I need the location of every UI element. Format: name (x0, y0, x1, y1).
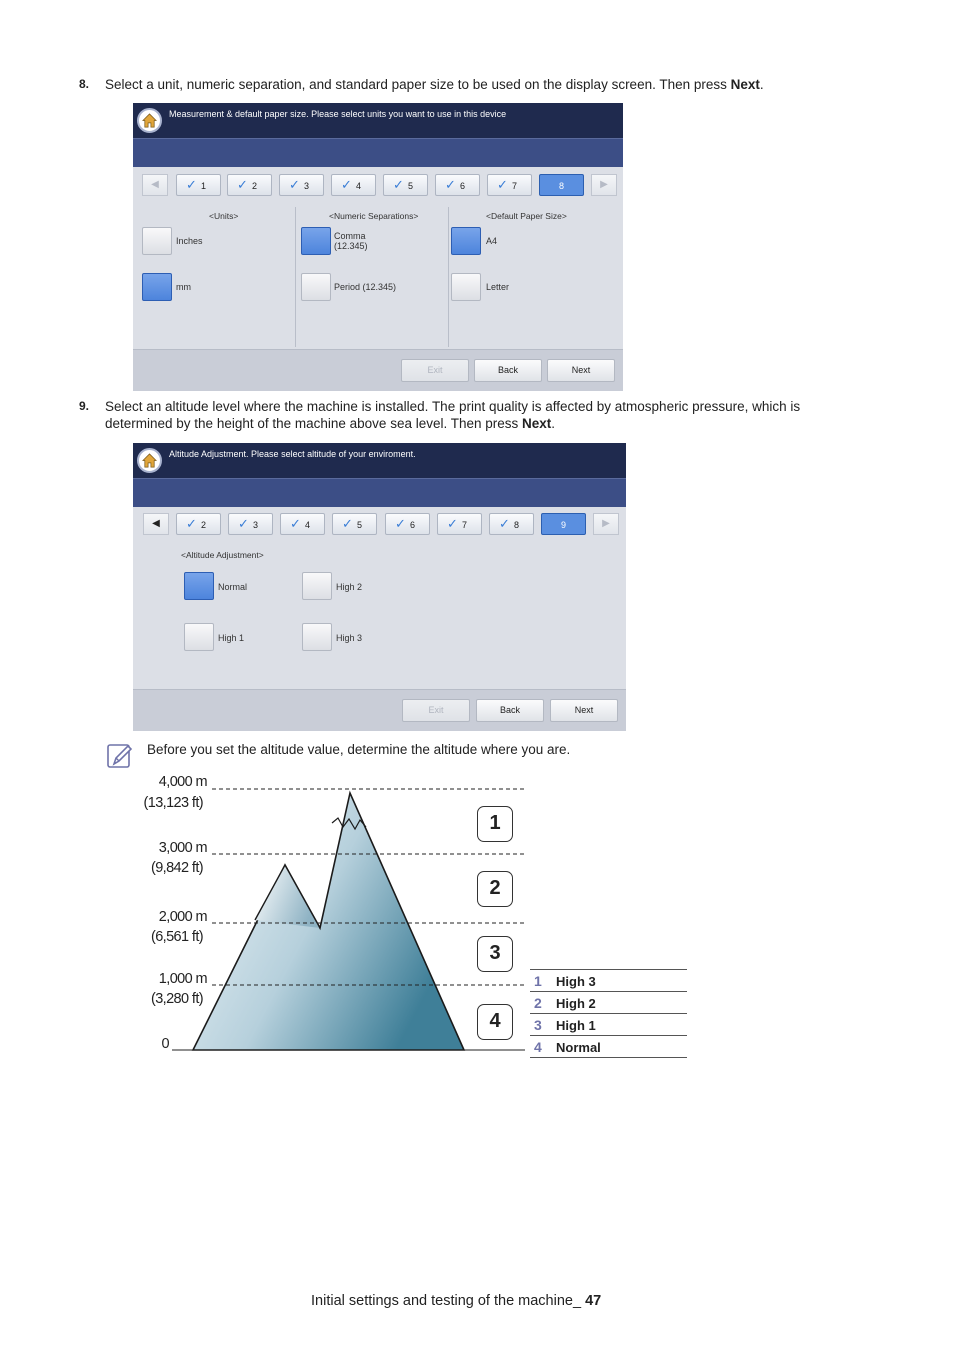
step-number: 8. (79, 77, 90, 91)
tab-9[interactable]: 9 (541, 513, 586, 535)
check-icon: ✓ (289, 177, 300, 192)
exit-button[interactable]: Exit (401, 359, 469, 382)
altitude-label-9842ft: (9,842 ft) (150, 860, 203, 876)
check-icon: ✓ (186, 177, 197, 192)
level-badge-2: 2 (477, 871, 513, 907)
altitude-label-3280ft: (3,280 ft) (150, 991, 203, 1007)
tab-2[interactable]: ✓ 2 (227, 174, 272, 196)
legend-row: 1 High 3 (530, 969, 687, 992)
level-badge-1: 1 (477, 806, 513, 842)
step-text: Select a unit, numeric separation, and standard paper size to be used on the display screen. Then press Next. (105, 77, 764, 92)
altitude-adjustment-header: <Altitude Adjustment> (181, 550, 264, 560)
right-arrow-icon: ▶ (602, 518, 610, 529)
numeric-separations-header: <Numeric Separations> (329, 211, 419, 221)
comma-label: Comma (12.345) (334, 231, 368, 251)
tab-2[interactable]: ✓ 2 (176, 513, 221, 535)
tab-6[interactable]: ✓ 6 (435, 174, 480, 196)
high-2-label: High 2 (336, 582, 363, 592)
inches-label: Inches (176, 236, 203, 246)
check-icon: ✓ (395, 516, 406, 531)
check-icon: ✓ (237, 177, 248, 192)
legend-row: 4 Normal (530, 1036, 687, 1058)
altitude-label-2000m: 2,000 m (158, 909, 207, 925)
a4-label: A4 (486, 236, 498, 246)
check-icon: ✓ (342, 516, 353, 531)
default-paper-size-header: <Default Paper Size> (486, 211, 567, 221)
mm-label: mm (176, 282, 191, 292)
legend-row: 2 High 2 (530, 992, 687, 1014)
back-button[interactable]: Back (474, 359, 542, 382)
next-button[interactable]: Next (547, 359, 615, 382)
step-text: Select an altitude level where the machine is installed. The print quality is affected by atmospheric pressure, which is determined by the height of the machine above sea level. Then press Next. (105, 399, 801, 431)
altitude-legend (530, 969, 687, 1058)
check-icon: ✓ (445, 177, 456, 192)
mountain-small-peak (255, 865, 320, 928)
tab-8[interactable]: 8 (539, 174, 584, 196)
tab-3[interactable]: ✓ 3 (279, 174, 324, 196)
note-text: Before you set the altitude value, determine the altitude where you are. (147, 742, 571, 757)
units-header: <Units> (209, 211, 239, 221)
screen-message: Altitude Adjustment. Please select altitude of your enviroment. (169, 449, 416, 459)
check-icon: ✓ (186, 516, 197, 531)
altitude-label-3000m: 3,000 m (158, 840, 207, 856)
mountain-shape (193, 793, 464, 1050)
high-1-label: High 1 (218, 633, 245, 643)
altitude-label-4000m: 4,000 m (158, 774, 207, 790)
next-button[interactable]: Next (550, 699, 618, 722)
left-arrow-icon: ◀ (152, 518, 160, 529)
altitude-label-0: 0 (161, 1036, 169, 1052)
check-icon: ✓ (238, 516, 249, 531)
tab-7[interactable]: ✓ 7 (437, 513, 482, 535)
legend-row: 3 High 1 (530, 1014, 687, 1036)
step-number: 9. (79, 399, 90, 413)
altitude-label-6561ft: (6,561 ft) (150, 929, 203, 945)
tab-4[interactable]: ✓ 4 (280, 513, 325, 535)
altitude-label-1000m: 1,000 m (158, 971, 207, 987)
page-number: 47 (585, 1293, 602, 1309)
screen-message: Measurement & default paper size. Please select units you want to use in this device (169, 109, 507, 119)
left-arrow-icon: ◀ (151, 179, 159, 190)
check-icon: ✓ (290, 516, 301, 531)
tab-4[interactable]: ✓ 4 (331, 174, 376, 196)
letter-label: Letter (486, 282, 510, 292)
period-label: Period (12.345) (334, 282, 397, 292)
exit-button[interactable]: Exit (402, 699, 470, 722)
level-badge-4: 4 (477, 1004, 513, 1040)
next-emphasis: Next (522, 416, 552, 431)
check-icon: ✓ (393, 177, 404, 192)
tab-3[interactable]: ✓ 3 (228, 513, 273, 535)
check-icon: ✓ (341, 177, 352, 192)
level-badge-3: 3 (477, 936, 513, 972)
check-icon: ✓ (499, 516, 510, 531)
altitude-label-13123ft: (13,123 ft) (143, 795, 203, 811)
back-button[interactable]: Back (476, 699, 544, 722)
page-footer: Initial settings and testing of the machine_ 47 (311, 1293, 602, 1309)
right-arrow-icon: ▶ (600, 179, 608, 190)
tab-6[interactable]: ✓ 6 (385, 513, 430, 535)
check-icon: ✓ (447, 516, 458, 531)
next-emphasis: Next (730, 77, 760, 92)
high-3-label: High 3 (336, 633, 363, 643)
tab-5[interactable]: ✓ 5 (383, 174, 428, 196)
check-icon: ✓ (497, 177, 508, 192)
normal-label: Normal (218, 582, 248, 592)
tab-8[interactable]: ✓ 8 (489, 513, 534, 535)
tab-1[interactable]: ✓ 1 (176, 174, 221, 196)
tab-7[interactable]: ✓ 7 (487, 174, 532, 196)
tab-5[interactable]: ✓ 5 (332, 513, 377, 535)
